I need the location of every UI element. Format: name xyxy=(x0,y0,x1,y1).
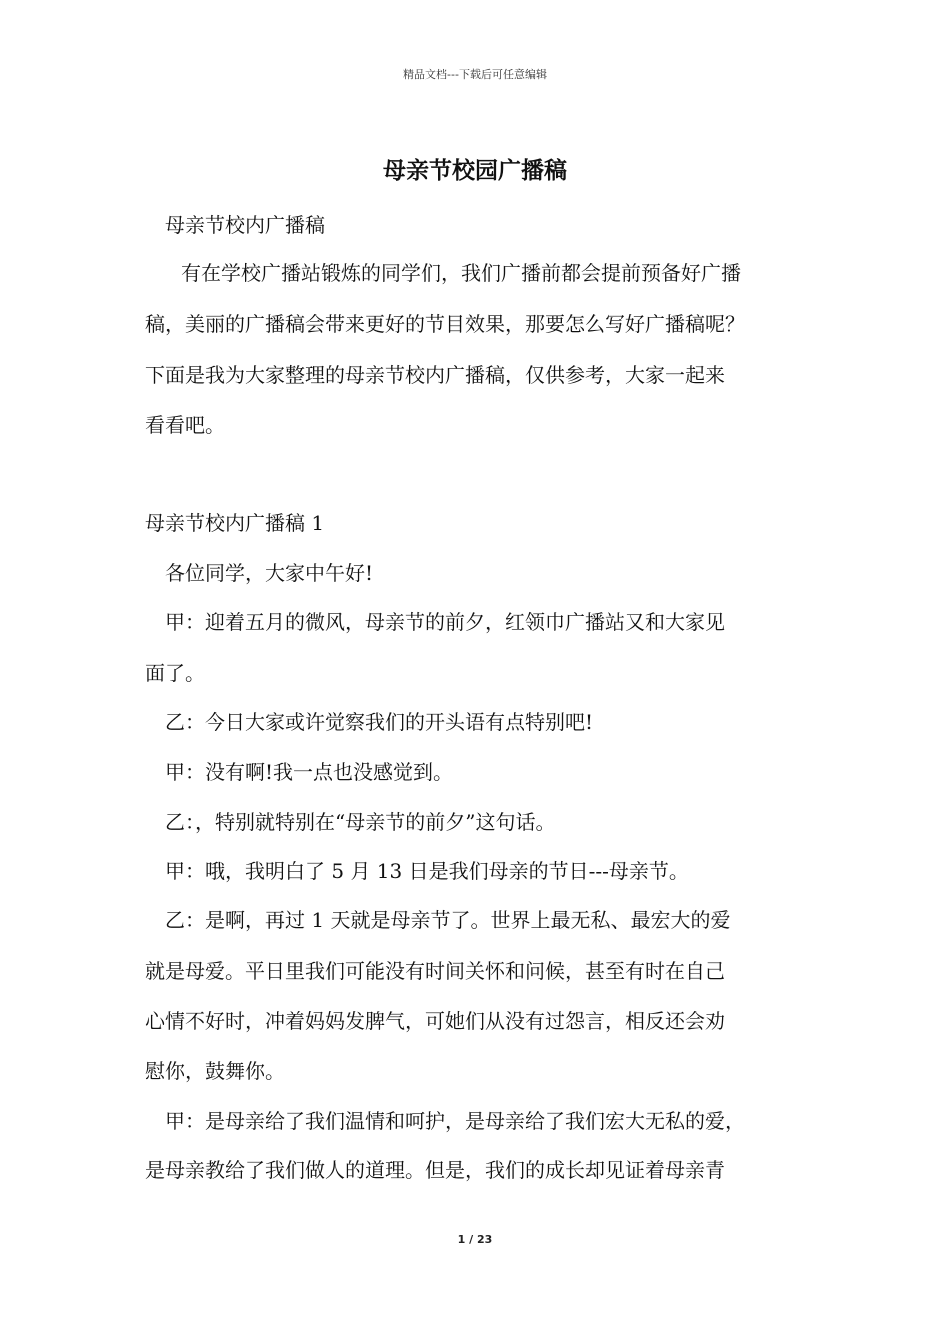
text-line: 甲：没有啊!我一点也没感觉到。 xyxy=(165,760,454,784)
text-line: 乙：，特别就特别在“母亲节的前夕”这句话。 xyxy=(165,810,556,834)
text-line: 看看吧。 xyxy=(145,413,225,437)
page-number: 1 / 23 xyxy=(457,1233,493,1246)
text-line: 就是母爱。平日里我们可能没有时间关怀和问候，甚至有时在自己 xyxy=(145,959,725,983)
text-line: 有在学校广播站锻炼的同学们，我们广播前都会提前预备好广播 xyxy=(181,261,741,285)
text-line: 是母亲教给了我们做人的道理。但是，我们的成长却见证着母亲青 xyxy=(145,1158,725,1182)
text-line: 甲：迎着五月的微风，母亲节的前夕，红领巾广播站又和大家见 xyxy=(165,610,725,634)
text-line: 甲：是母亲给了我们温情和呵护，是母亲给了我们宏大无私的爱， xyxy=(165,1109,745,1133)
text-line: 面了。 xyxy=(145,661,205,685)
document-title: 母亲节校园广播稿 xyxy=(383,158,567,184)
text-line: 慰你，鼓舞你。 xyxy=(145,1059,285,1083)
text-line: 各位同学，大家中午好! xyxy=(165,561,374,585)
text-line: 甲：哦，我明白了 5 月 13 日是我们母亲的节日---母亲节。 xyxy=(165,859,689,883)
page-header: 精品文档---下载后可任意编辑 xyxy=(403,68,547,81)
text-line: 母亲节校内广播稿 xyxy=(165,213,325,237)
text-line: 母亲节校内广播稿 1 xyxy=(145,511,325,535)
text-line: 稿，美丽的广播稿会带来更好的节目效果，那要怎么写好广播稿呢？ xyxy=(145,312,745,336)
text-line: 下面是我为大家整理的母亲节校内广播稿，仅供参考，大家一起来 xyxy=(145,363,725,387)
text-line: 心情不好时，冲着妈妈发脾气，可她们从没有过怨言，相反还会劝 xyxy=(145,1009,725,1033)
text-line: 乙：今日大家或许觉察我们的开头语有点特别吧! xyxy=(165,710,594,734)
text-line: 乙：是啊，再过 1 天就是母亲节了。世界上最无私、最宏大的爱 xyxy=(165,908,731,932)
